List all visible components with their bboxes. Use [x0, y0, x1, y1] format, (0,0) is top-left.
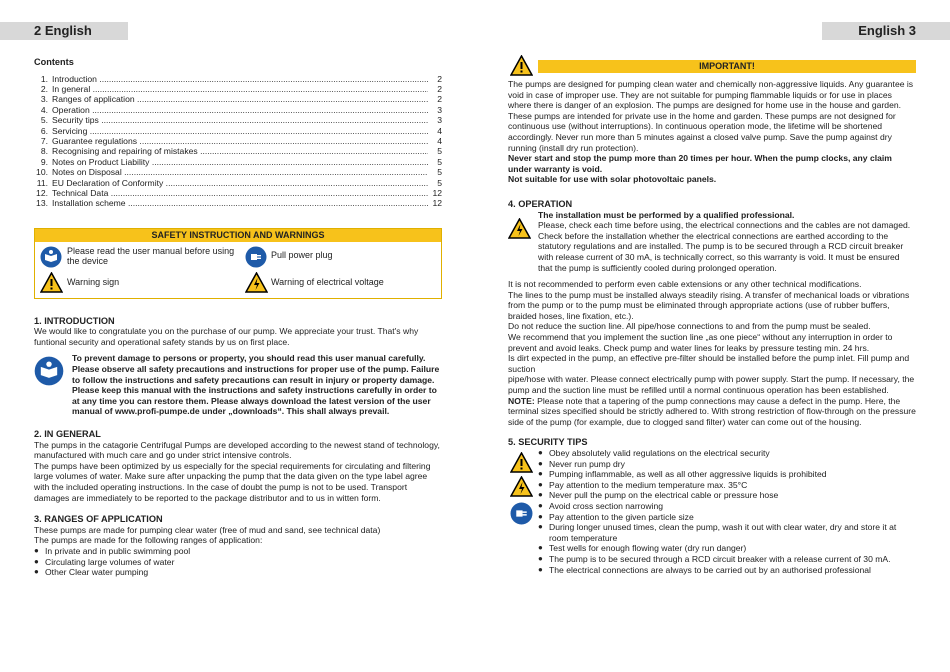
toc-label: Servicing .....	[52, 126, 428, 136]
list-item: ● Obey absolutely valid regulations on the electrical security	[538, 448, 770, 458]
list-item: ● The electrical connections are always to be carried out by an authorised professional	[538, 564, 871, 575]
toc-page: 2	[437, 73, 442, 84]
electrical-voltage-label: Warning of electrical voltage	[271, 276, 384, 287]
operation-text-1: Please, check each time before using, the electrical connections and the cables are not damaged. Check before the installation whether the electrical connections are earthed according to the statutory regulations and are installed. The pump is to be secured through a RCD circuit breaker with release current of 30 mA, is technically correct, so this warranty is void. It must be ensured that the pump is sufficiently cooled during prolonged operation.	[538, 220, 911, 273]
ranges-text-1: These pumps are made for pumping clear water (free of mud and sand, see technical data)	[34, 524, 381, 535]
toc-entry	[34, 126, 442, 136]
toc-entry	[34, 167, 442, 177]
toc-number: 9.	[40, 156, 48, 167]
ranges-text-2: The pumps are made for the following ranges of application:	[34, 535, 263, 546]
toc-number: 13.	[36, 198, 48, 209]
operation-text-4: Do not reduce the suction line. All pipe/hose connections to and from the pump must be sealed.	[508, 321, 871, 332]
toc-page: 12	[432, 187, 442, 198]
list-item: ● During longer unused times, clean the pump, wash it out with clear water, dry and store it at room temperature	[538, 522, 897, 543]
toc-label: In general .....	[52, 84, 428, 94]
safety-title: SAFETY INSTRUCTION AND WARNINGS	[35, 229, 441, 242]
toc-number: 4.	[40, 104, 48, 115]
toc-number: 6.	[40, 125, 48, 136]
toc-page: 5	[437, 156, 442, 167]
general-heading: 2. IN GENERAL	[34, 429, 101, 440]
important-warning-1: Never start and stop the pump more than 20 times per hour. When the pump clocks, any claim under warranty is void.	[508, 153, 892, 174]
safety-symbols	[35, 242, 441, 298]
operation-text-5: We recommend that you implement the suction line „as one piece“ without any interruption in order to prevent and avoid leaks. Check pump and water lines for leaks by pressure testing min. 24 hrs.	[508, 332, 893, 353]
toc-label: Notes on Product Liability .....	[52, 157, 428, 167]
toc-entry	[34, 188, 442, 198]
toc-label: Ranges of application .....	[52, 94, 428, 104]
warning-sign-icon	[40, 272, 63, 293]
toc-entry	[34, 84, 442, 94]
ranges-heading: 3. RANGES OF APPLICATION	[34, 514, 163, 525]
list-item: ● Circulating large volumes of water	[34, 556, 175, 567]
toc-page: 2	[437, 94, 442, 105]
important-banner	[508, 55, 916, 79]
important-text-2: These pumps are intended for private use in the home and garden. These pumps are not designed for continuous use (without interruptions). In continuous operation mode, the lifetime will be shortened accordingly. Never run more than 5 minutes against a closed valve pump. Save the pump against dry running (install dry run protection).	[508, 110, 896, 153]
list-item: ● Other Clear water pumping	[34, 567, 149, 578]
list-item: ● Test wells for enough flowing water (dry run danger)	[538, 543, 747, 554]
introduction-warning: To prevent damage to persons or property, you should read this user manual carefully. Please observe all safety precautions and instructions for proper use of the pump. Failure to follow the instructions and safety precautions can result in injury or property damage.	[72, 353, 440, 385]
read-manual-icon	[40, 246, 62, 268]
left-page-header: 2 English	[0, 22, 128, 40]
toc-entry	[34, 146, 442, 156]
security-icons	[508, 448, 538, 575]
security-heading: 5. SECURITY TIPS	[508, 437, 588, 448]
right-page-header: English 3	[822, 22, 950, 40]
operation-note	[508, 396, 916, 428]
note-text: Please note that a tapering of the pump connections may cause a defect in the pump. Here, the terminal sizes specified should be strictly adhered to. With strong restriction of flow-through on the pressure side of the pump (for example, due to clogged sand filter) water can come out of the housing.	[508, 395, 916, 427]
operation-notice	[508, 210, 916, 274]
toc-label: Technical Data .....	[52, 188, 428, 198]
list-item: ● Pay attention to the given particle size	[538, 511, 694, 522]
warning-sign-icon	[510, 452, 533, 473]
toc-page: 12	[432, 198, 442, 209]
contents-title: Contents	[34, 57, 74, 67]
toc-entry	[34, 94, 442, 104]
important-warning-2: Not suitable for use with solar photovoltaic panels.	[508, 174, 717, 185]
toc-label: Security tips .....	[52, 115, 428, 125]
left-page	[34, 55, 442, 578]
toc-label: Operation .....	[52, 105, 428, 115]
toc-label: Guarantee regulations .....	[52, 136, 428, 146]
operation-text-6: Is dirt expected in the pump, an effective pre-filter should be installed before the pump inlet. Fill pump and suction	[508, 353, 910, 374]
note-label: NOTE:	[508, 395, 535, 406]
toc-number: 1.	[40, 73, 48, 84]
list-item: ● Never run pump dry	[538, 458, 625, 469]
toc-number: 3.	[40, 94, 48, 105]
list-item: ● Avoid cross section narrowing	[538, 500, 664, 511]
operation-text-7: pipe/hose with water. Please connect electrically pump with power supply. Start the pump. If necessary, the pump and the suction line must be refilled until a normal continuous operation has been established.	[508, 374, 915, 396]
safety-box	[34, 228, 442, 299]
electrical-voltage-icon	[510, 476, 533, 497]
toc-entry	[34, 105, 442, 115]
pull-plug-icon	[245, 246, 267, 268]
list-item: ● Pay attention to the medium temperature max. 35°C	[538, 479, 748, 490]
list-item: ● Pumping inflammable, as well as all other aggressive liquids is prohibited	[538, 469, 827, 480]
toc-number: 5.	[40, 115, 48, 126]
security-list	[508, 448, 916, 575]
toc-page: 5	[437, 177, 442, 188]
toc-label: Installation scheme .....	[52, 198, 428, 208]
introduction-text: We would like to congratulate you on the purchase of our pump. We appreciate your trust. That's why funtional security and operational safety stands by us on first place.	[34, 326, 419, 347]
toc-page: 4	[437, 125, 442, 136]
electrical-voltage-icon	[245, 272, 268, 293]
read-manual-label: Please read the user manual before using the device	[67, 245, 235, 267]
toc-label: Introduction .....	[52, 74, 428, 84]
introduction-keep-manual: Please keep this manual with the instructions and safety instructions carefully in order to at any time you can restore them. Please always download the latest version of the user manual of www.profi-pumpe.de under „downloads“. This shall always prevail.	[72, 385, 437, 417]
toc-page: 3	[437, 104, 442, 115]
general-text-1: The pumps in the catagorie Centrifugal Pumps are developed according to the newest stand of technology, manufactured with much care and go under strict intensive controls.	[34, 439, 440, 461]
list-item: ● The pump is to be secured through a RCD circuit breaker with a release current of 30 mA.	[538, 553, 891, 564]
toc-page: 4	[437, 135, 442, 146]
toc-number: 11.	[36, 177, 48, 188]
pull-plug-label: Pull power plug	[271, 249, 333, 260]
introduction-notice	[34, 353, 442, 417]
general-text-2: The pumps have been optimized by us especially for the special requirements for circulating and filtering large volumes of water. Make sure after unpacking the pump that the data given on the type label agree with the included operating instructions. In the case of doubt the pump is not to be used. Transport damages are immediately to be reported to the package distributor and to us in witten form.	[34, 460, 431, 503]
toc-number: 8.	[40, 146, 48, 157]
toc-entry	[34, 157, 442, 167]
toc-entry	[34, 115, 442, 125]
important-title: IMPORTANT!	[538, 60, 916, 73]
toc-number: 12.	[36, 187, 48, 198]
toc-page: 2	[437, 83, 442, 94]
toc-page: 5	[437, 167, 442, 178]
toc-page: 5	[437, 146, 442, 157]
toc-label: EU Declaration of Conformity .....	[52, 178, 428, 188]
right-page	[508, 55, 916, 575]
list-item: ● In private and in public swimming pool	[34, 545, 191, 556]
toc-label: Recognising and repairing of mistakes .....	[52, 146, 428, 156]
pull-plug-icon	[510, 502, 533, 525]
toc-number: 10.	[36, 167, 48, 178]
warning-sign-label: Warning sign	[67, 276, 120, 287]
operation-text-3: The lines to the pump must be installed always steadily rising. A transfer of mechanical loads or vibrations from the pump or to the pump must be eliminated through appropriate actions (use of rubber buffers, braided hoses, line fixation, etc.).	[508, 289, 910, 321]
important-text-1: The pumps are designed for pumping clean water and chemically non-aggressive liquids. Any guarantee is void in case of improper use. They are not suitable for pumping flammable liquids or for use in places where there is danger of an explosion. The pumps are designed for home use in the house and garden.	[508, 79, 914, 111]
warning-sign-icon	[510, 55, 533, 76]
list-item: ● Never pull the pump on the electrical cable or pressure hose	[538, 490, 779, 501]
operation-text-2: It is not recommended to perform even cable extensions or any other technical modifications.	[508, 279, 862, 290]
table-of-contents	[34, 74, 442, 209]
operation-warning: The installation must be performed by a qualified professional.	[538, 209, 795, 220]
toc-entry	[34, 178, 442, 188]
toc-label: Notes on Disposal .....	[52, 167, 428, 177]
toc-number: 2.	[40, 83, 48, 94]
toc-number: 7.	[40, 135, 48, 146]
read-manual-icon	[34, 353, 72, 417]
introduction-heading: 1. INTRODUCTION	[34, 315, 115, 326]
toc-entry	[34, 136, 442, 146]
toc-page: 3	[437, 115, 442, 126]
electrical-voltage-icon	[508, 210, 538, 274]
toc-entry	[34, 198, 442, 208]
operation-heading: 4. OPERATION	[508, 198, 573, 209]
toc-entry	[34, 74, 442, 84]
